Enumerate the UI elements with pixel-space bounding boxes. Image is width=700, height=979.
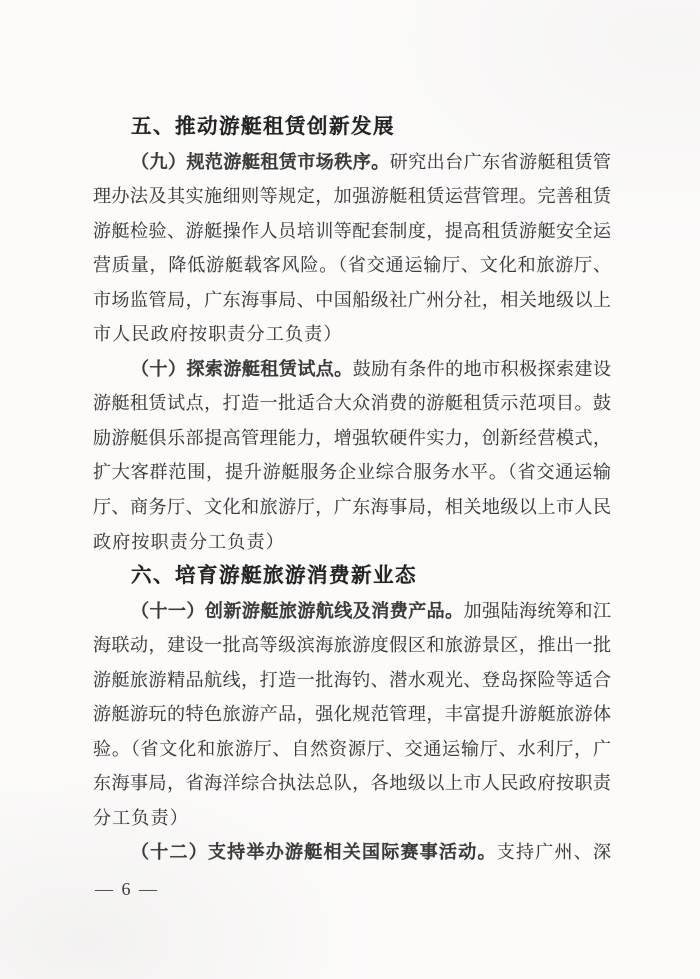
para-9-lead: （九）规范游艇租赁市场秩序。 <box>131 151 390 172</box>
para-10-line-1-text: 鼓励有条件的地市积极探索建设 <box>352 358 611 379</box>
para-11-line-7: 分工负责） <box>93 807 189 828</box>
para-10-lead: （十）探索游艇租赁试点。 <box>131 358 353 379</box>
para-9-line-6: 市人民政府按职责分工负责） <box>93 324 343 345</box>
para-11-lead: （十一）创新游艇旅游航线及消费产品。 <box>131 600 464 621</box>
para-10-line-1 <box>93 352 611 387</box>
page-number: — 6 — <box>95 879 159 899</box>
para-11-line-5: 验。（省文化和旅游厅、自然资源厅、交通运输厅、水利厅，广 <box>93 738 611 759</box>
para-11-line-4: 游艇游玩的特色旅游产品，强化规范管理，丰富提升游艇旅游体 <box>93 704 611 725</box>
para-9-line-3: 游艇检验、游艇操作人员培训等配套制度，提高租赁游艇安全运 <box>93 220 611 241</box>
para-11-line-2: 海联动，建设一批高等级滨海旅游度假区和旅游景区，推出一批 <box>93 635 611 656</box>
para-9-line-2: 理办法及其实施细则等规定，加强游艇租赁运营管理。完善租赁 <box>93 186 611 207</box>
document-body <box>93 110 611 870</box>
para-12-lead: （十二）支持举办游艇相关国际赛事活动。 <box>131 842 497 863</box>
para-10-line-4: 扩大客群范围，提升游艇服务企业综合服务水平。（省交通运输 <box>93 462 611 483</box>
para-12-line-1 <box>93 835 611 870</box>
para-9-line-1 <box>93 145 611 180</box>
para-9-line-5: 市场监管局，广东海事局、中国船级社广州分社，相关地级以上 <box>93 289 611 310</box>
para-9-line-1-text: 研究出台广东省游艇租赁管 <box>389 151 611 172</box>
para-11-line-6: 东海事局，省海洋综合执法总队，各地级以上市人民政府按职责 <box>93 773 611 794</box>
para-10-line-5: 厅、商务厅、文化和旅游厅，广东海事局，相关地级以上市人民 <box>93 497 611 518</box>
para-10-line-3: 励游艇俱乐部提高管理能力，增强软硬件实力，创新经营模式， <box>93 427 611 448</box>
para-9-line-4: 营质量，降低游艇载客风险。（省交通运输厅、文化和旅游厅、 <box>93 255 611 276</box>
para-11-line-1 <box>93 594 611 629</box>
section-heading-5: 五、推动游艇租赁创新发展 <box>131 115 395 138</box>
para-11-line-3: 游艇旅游精品航线，打造一批海钓、潜水观光、登岛探险等适合 <box>93 669 611 690</box>
para-12-line-1-text: 支持广州、深 <box>496 842 611 863</box>
para-10-line-6: 政府按职责分工负责） <box>93 531 285 552</box>
para-10-line-2: 游艇租赁试点，打造一批适合大众消费的游艇租赁示范项目。鼓 <box>93 393 611 414</box>
para-11-line-1-text: 加强陆海统筹和江 <box>463 600 611 621</box>
section-heading-6: 六、培育游艇旅游消费新业态 <box>131 564 417 588</box>
